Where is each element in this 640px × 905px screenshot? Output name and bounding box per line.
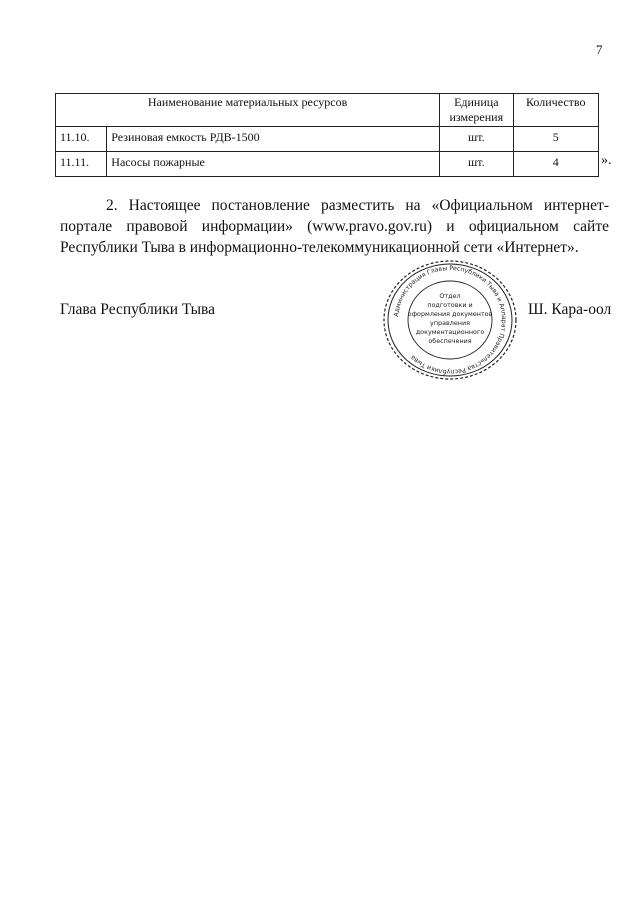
stamp-line: обеспечения [428,337,472,345]
row-name: Резиновая емкость РДВ-1500 [107,127,440,152]
row-name: Насосы пожарные [107,152,440,177]
closing-quote: ». [601,153,612,168]
table-row [56,127,599,152]
stamp-line: оформления документов [407,310,493,318]
stamp-line: подготовки и [427,301,473,309]
row-number: 11.11. [56,152,107,177]
paragraph-publication: 2. Настоящее постановление разместить на «Официальном интернет-портале правовой информации» (www.pravo.gov.ru) и официальном сайте Республики Тыва в информационно-телекоммуникационной сети «Интернет». [60,197,609,256]
stamp-line: Отдел [439,292,461,300]
table-row [56,152,599,177]
row-unit: шт. [440,152,513,177]
stamp-line: управления [430,319,470,327]
stamp-line: документационного [415,328,485,336]
header-quantity: Количество [513,94,599,127]
stamp-ring-text: Администрация Главы Республики Тыва и Аппарат Правительства Республики Тыва [393,264,508,376]
signatory-position: Глава Республики Тыва [60,301,216,318]
header-name: Наименование материальных ресурсов [56,94,440,127]
header-unit: Единица измерения [440,94,513,127]
row-quantity: 4 [513,152,599,177]
row-unit: шт. [440,127,513,152]
table-header-row [56,94,599,127]
signatory-name: Ш. Кара-оол [528,301,612,318]
resources-table [55,93,599,177]
official-stamp [380,258,520,382]
page-number: 7 [596,42,603,57]
row-quantity: 5 [513,127,599,152]
row-number: 11.10. [56,127,107,152]
